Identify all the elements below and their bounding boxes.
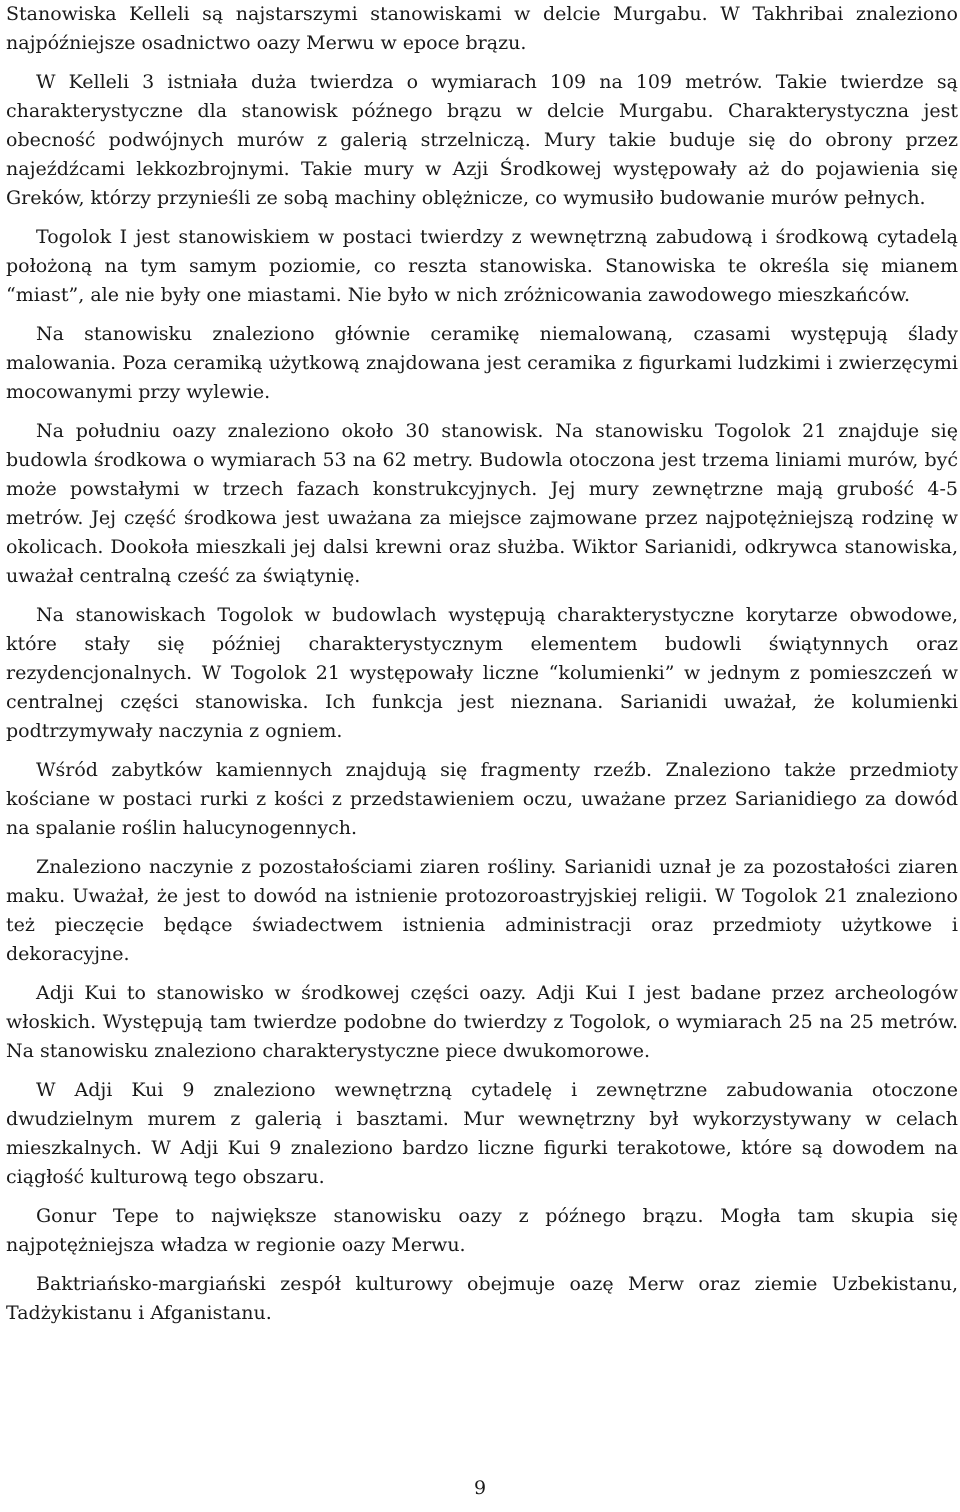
paragraph: Adji Kui to stanowisko w środkowej części oazy. Adji Kui I jest badane przez archeologów włoskich. Występują tam twierdze podobne do twierdzy z Togolok, o wymiarach 25 na 25 metrów. Na stanowisku znaleziono charakterystyczne piece dwukomorowe. (6, 982, 958, 1062)
paragraph: Znaleziono naczynie z pozostałościami ziaren rośliny. Sarianidi uznał je za pozostałości ziaren maku. Uważał, że jest to dowód na istnienie protozoroastryjskiej religii. W Togolok 21 znaleziono też pieczęcie będące świadectwem istnienia administracji oraz przedmioty użytkowe i dekoracyjne. (6, 856, 958, 965)
document-body (6, 0, 958, 1338)
paragraph: W Adji Kui 9 znaleziono wewnętrzną cytadelę i zewnętrzne zabudowania otoczone dwudzielnym murem z galerią i basztami. Mur wewnętrzny był wykorzystywany w celach mieszkalnych. W Adji Kui 9 znaleziono bardzo liczne figurki terakotowe, które są dowodem na ciągłość kulturową tego obszaru. (6, 1079, 958, 1188)
paragraph: Na południu oazy znaleziono około 30 stanowisk. Na stanowisku Togolok 21 znajduje się budowla środkowa o wymiarach 53 na 62 metry. Budowla otoczona jest trzema liniami murów, być może powstałymi w trzech fazach konstrukcyjnych. Jej mury zewnętrzne mają grubość 4-5 metrów. Jej część środkowa jest uważana za miejsce zajmowane przez najpotężniejszą rodzinę w okolicach. Dookoła mieszkali jej dalsi krewni oraz służba. Wiktor Sarianidi, odkrywca stanowiska, uważał centralną cześć za świątynię. (6, 420, 958, 587)
paragraph: Na stanowisku znaleziono głównie ceramikę niemalowaną, czasami występują ślady malowania. Poza ceramiką użytkową znajdowana jest ceramika z figurkami ludzkimi i zwierzęcymi mocowanymi przy wylewie. (6, 323, 958, 403)
paragraph: Baktriańsko-margiański zespół kulturowy obejmuje oazę Merw oraz ziemie Uzbekistanu, Tadżykistanu i Afganistanu. (6, 1273, 958, 1324)
paragraph: Togolok I jest stanowiskiem w postaci twierdzy z wewnętrzną zabudową i środkową cytadelą położoną na tym samym poziomie, co reszta stanowiska. Stanowiska te określa się mianem “miast”, ale nie były one miastami. Nie było w nich zróżnicowania zawodowego mieszkańców. (6, 226, 958, 306)
paragraph: W Kelleli 3 istniała duża twierdza o wymiarach 109 na 109 metrów. Takie twierdze są charakterystyczne dla stanowisk późnego brązu w delcie Murgabu. Charakterystyczna jest obecność podwójnych murów z galerią strzelniczą. Mury takie buduje się do obrony przez najeźdźcami lekkozbrojnymi. Takie mury w Azji Środkowej występowały aż do pojawienia się Greków, którzy przynieśli ze sobą machiny oblężnicze, co wymusiło budowanie murów pełnych. (6, 71, 958, 209)
paragraph: Gonur Tepe to największe stanowisku oazy z późnego brązu. Mogła tam skupia się najpotężniejsza władza w regionie oazy Merwu. (6, 1205, 958, 1256)
paragraph: Stanowiska Kelleli są najstarszymi stanowiskami w delcie Murgabu. W Takhribai znaleziono najpóźniejsze osadnictwo oazy Merwu w epoce brązu. (6, 3, 958, 54)
paragraph: Wśród zabytków kamiennych znajdują się fragmenty rzeźb. Znaleziono także przedmioty kościane w postaci rurki z kości z przedstawieniem oczu, uważane przez Sarianidiego za dowód na spalanie roślin halucynogennych. (6, 759, 958, 839)
paragraph: Na stanowiskach Togolok w budowlach występują charakterystyczne korytarze obwodowe, które stały się później charakterystycznym elementem budowli świątynnych oraz rezydencjonalnych. W Togolok 21 występowały liczne “kolumienki” w jednym z pomieszczeń w centralnej części stanowiska. Ich funkcja jest nieznana. Sarianidi uważał, że kolumienki podtrzymywały naczynia z ogniem. (6, 604, 958, 742)
page-number: 9 (473, 1477, 487, 1499)
